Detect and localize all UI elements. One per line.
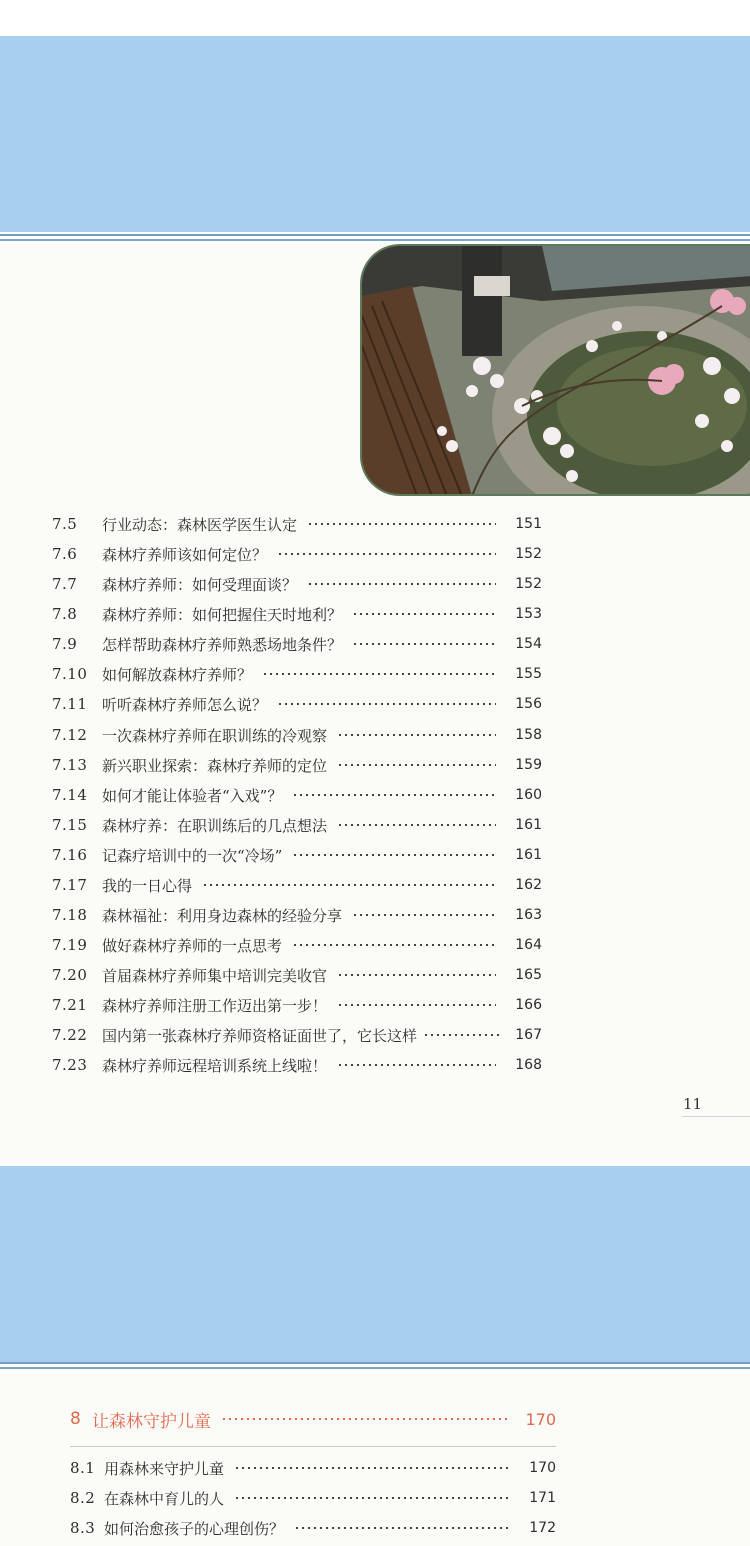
toc-entry[interactable] bbox=[52, 993, 542, 1017]
toc-entry[interactable] bbox=[70, 1516, 556, 1540]
chapter-number: 8 bbox=[70, 1409, 82, 1429]
entry-number: 8.1 bbox=[70, 1459, 96, 1477]
entry-number: 7.10 bbox=[52, 665, 88, 683]
entry-page: 158 bbox=[515, 727, 542, 743]
entry-title: 森林疗养：在职训练后的几点想法 bbox=[102, 816, 328, 835]
entry-number: 7.11 bbox=[52, 695, 88, 713]
dot-leader bbox=[221, 1418, 510, 1420]
toc-entry[interactable] bbox=[52, 843, 542, 867]
entry-title: 国内第一张森林疗养师资格证面世了，它长这样 bbox=[102, 1026, 418, 1045]
dot-leader bbox=[307, 583, 496, 585]
entry-number: 7.18 bbox=[52, 906, 88, 924]
chapter-title: 让森林守护儿童 bbox=[92, 1411, 211, 1432]
entry-number: 7.13 bbox=[52, 756, 88, 774]
top-blue-band bbox=[0, 36, 750, 232]
toc-entry[interactable] bbox=[52, 723, 542, 747]
dot-leader bbox=[262, 673, 496, 675]
dot-leader bbox=[337, 1064, 496, 1066]
dot-leader bbox=[352, 643, 496, 645]
toc-entry[interactable] bbox=[52, 783, 542, 807]
toc-entry[interactable] bbox=[70, 1486, 556, 1510]
entry-page: 162 bbox=[515, 877, 542, 893]
dot-leader bbox=[337, 734, 496, 736]
dot-leader bbox=[337, 824, 496, 826]
toc-entry[interactable] bbox=[52, 753, 542, 777]
chapter-8-heading[interactable] bbox=[70, 1406, 556, 1432]
dot-leader bbox=[292, 794, 496, 796]
entry-title: 新兴职业探索：森林疗养师的定位 bbox=[102, 756, 328, 775]
entry-title: 首届森林疗养师集中培训完美收官 bbox=[102, 966, 328, 985]
entry-page: 160 bbox=[515, 787, 542, 803]
entry-page: 166 bbox=[515, 997, 542, 1013]
dot-leader bbox=[277, 703, 496, 705]
entry-number: 7.22 bbox=[52, 1026, 88, 1044]
blossom-photo bbox=[360, 244, 750, 496]
entry-title: 如何才能让体验者“入戏”？ bbox=[102, 786, 283, 805]
entry-number: 7.21 bbox=[52, 996, 88, 1014]
toc-entry[interactable] bbox=[52, 542, 542, 566]
entry-title: 一次森林疗养师在职训练的冷观察 bbox=[102, 726, 328, 745]
blossom-photo-image bbox=[362, 246, 750, 496]
dot-leader bbox=[294, 1527, 510, 1529]
entry-number: 7.6 bbox=[52, 545, 78, 563]
entry-page: 172 bbox=[529, 1520, 556, 1536]
dot-leader bbox=[337, 1004, 496, 1006]
entry-title: 行业动态：森林医学医生认定 bbox=[102, 515, 298, 534]
entry-number: 7.23 bbox=[52, 1056, 88, 1074]
dot-leader bbox=[234, 1467, 510, 1469]
toc-entry[interactable] bbox=[52, 873, 542, 897]
toc-entry[interactable] bbox=[52, 1053, 542, 1077]
entry-title: 如何治愈孩子的心理创伤？ bbox=[104, 1519, 285, 1538]
entry-page: 163 bbox=[515, 907, 542, 923]
entry-title: 森林疗养师：如何受理面谈？ bbox=[102, 575, 298, 594]
entry-page: 154 bbox=[515, 636, 542, 652]
top-stripe-divider bbox=[0, 232, 750, 244]
entry-title: 用森林来守护儿童 bbox=[104, 1459, 225, 1478]
entry-title: 听听森林疗养师怎么说？ bbox=[102, 695, 268, 714]
toc-entry[interactable] bbox=[52, 662, 542, 686]
toc-entry[interactable] bbox=[52, 963, 542, 987]
entry-title: 森林福祉：利用身边森林的经验分享 bbox=[102, 906, 343, 925]
entry-number: 7.8 bbox=[52, 605, 78, 623]
entry-number: 8.2 bbox=[70, 1489, 96, 1507]
entry-title: 怎样帮助森林疗养师熟悉场地条件？ bbox=[102, 635, 343, 654]
bottom-stripe-divider bbox=[0, 1362, 750, 1374]
entry-number: 7.9 bbox=[52, 635, 78, 653]
entry-page: 153 bbox=[515, 606, 542, 622]
dot-leader bbox=[307, 523, 496, 525]
entry-page: 151 bbox=[515, 516, 542, 532]
entry-page: 159 bbox=[515, 757, 542, 773]
page-number: 11 bbox=[683, 1095, 703, 1113]
dot-leader bbox=[352, 914, 496, 916]
toc-entry[interactable] bbox=[52, 813, 542, 837]
dot-leader bbox=[423, 1034, 500, 1036]
entry-page: 161 bbox=[515, 817, 542, 833]
entry-number: 7.15 bbox=[52, 816, 88, 834]
toc-entry[interactable] bbox=[52, 572, 542, 596]
entry-page: 156 bbox=[515, 696, 542, 712]
dot-leader bbox=[292, 854, 496, 856]
entry-page: 155 bbox=[515, 666, 542, 682]
toc-entry[interactable] bbox=[52, 933, 542, 957]
entry-title: 做好森林疗养师的一点思考 bbox=[102, 936, 283, 955]
entry-number: 7.7 bbox=[52, 575, 78, 593]
entry-page: 165 bbox=[515, 967, 542, 983]
page-top-margin bbox=[0, 0, 750, 36]
entry-page: 152 bbox=[515, 576, 542, 592]
toc-entry[interactable] bbox=[52, 512, 542, 536]
toc-entry[interactable] bbox=[52, 632, 542, 656]
toc-entry[interactable] bbox=[52, 903, 542, 927]
entry-page: 168 bbox=[515, 1057, 542, 1073]
dot-leader bbox=[292, 944, 496, 946]
dot-leader bbox=[337, 974, 496, 976]
entry-page: 167 bbox=[515, 1027, 542, 1043]
chapter-page: 170 bbox=[525, 1409, 556, 1429]
entry-title: 我的一日心得 bbox=[102, 876, 193, 895]
entry-number: 7.16 bbox=[52, 846, 88, 864]
entry-title: 森林疗养师远程培训系统上线啦！ bbox=[102, 1056, 328, 1075]
dot-leader bbox=[337, 764, 496, 766]
entry-title: 记森疗培训中的一次“冷场” bbox=[102, 846, 283, 865]
toc-entry[interactable] bbox=[70, 1456, 556, 1480]
entry-number: 7.14 bbox=[52, 786, 88, 804]
dot-leader bbox=[277, 553, 496, 555]
entry-number: 7.19 bbox=[52, 936, 88, 954]
entry-number: 7.5 bbox=[52, 515, 78, 533]
toc-entry[interactable] bbox=[52, 602, 542, 626]
entry-title: 森林疗养师注册工作迈出第一步！ bbox=[102, 996, 328, 1015]
entry-number: 7.12 bbox=[52, 726, 88, 744]
entry-title: 如何解放森林疗养师？ bbox=[102, 665, 253, 684]
entry-title: 森林疗养师该如何定位？ bbox=[102, 545, 268, 564]
entry-number: 7.20 bbox=[52, 966, 88, 984]
entry-page: 171 bbox=[529, 1490, 556, 1506]
toc-entry[interactable] bbox=[52, 692, 542, 716]
dot-leader bbox=[352, 613, 496, 615]
bottom-blue-band bbox=[0, 1166, 750, 1362]
page-number-rule bbox=[682, 1116, 750, 1117]
entry-title: 森林疗养师：如何把握住天时地利？ bbox=[102, 605, 343, 624]
entry-page: 164 bbox=[515, 937, 542, 953]
entry-page: 161 bbox=[515, 847, 542, 863]
dot-leader bbox=[202, 884, 496, 886]
toc-entry[interactable] bbox=[52, 1023, 542, 1047]
dot-leader bbox=[234, 1497, 510, 1499]
entry-number: 7.17 bbox=[52, 876, 88, 894]
entry-page: 152 bbox=[515, 546, 542, 562]
chapter-divider bbox=[70, 1446, 556, 1447]
entry-number: 8.3 bbox=[70, 1519, 96, 1537]
entry-title: 在森林中育儿的人 bbox=[104, 1489, 225, 1508]
entry-page: 170 bbox=[529, 1460, 556, 1476]
